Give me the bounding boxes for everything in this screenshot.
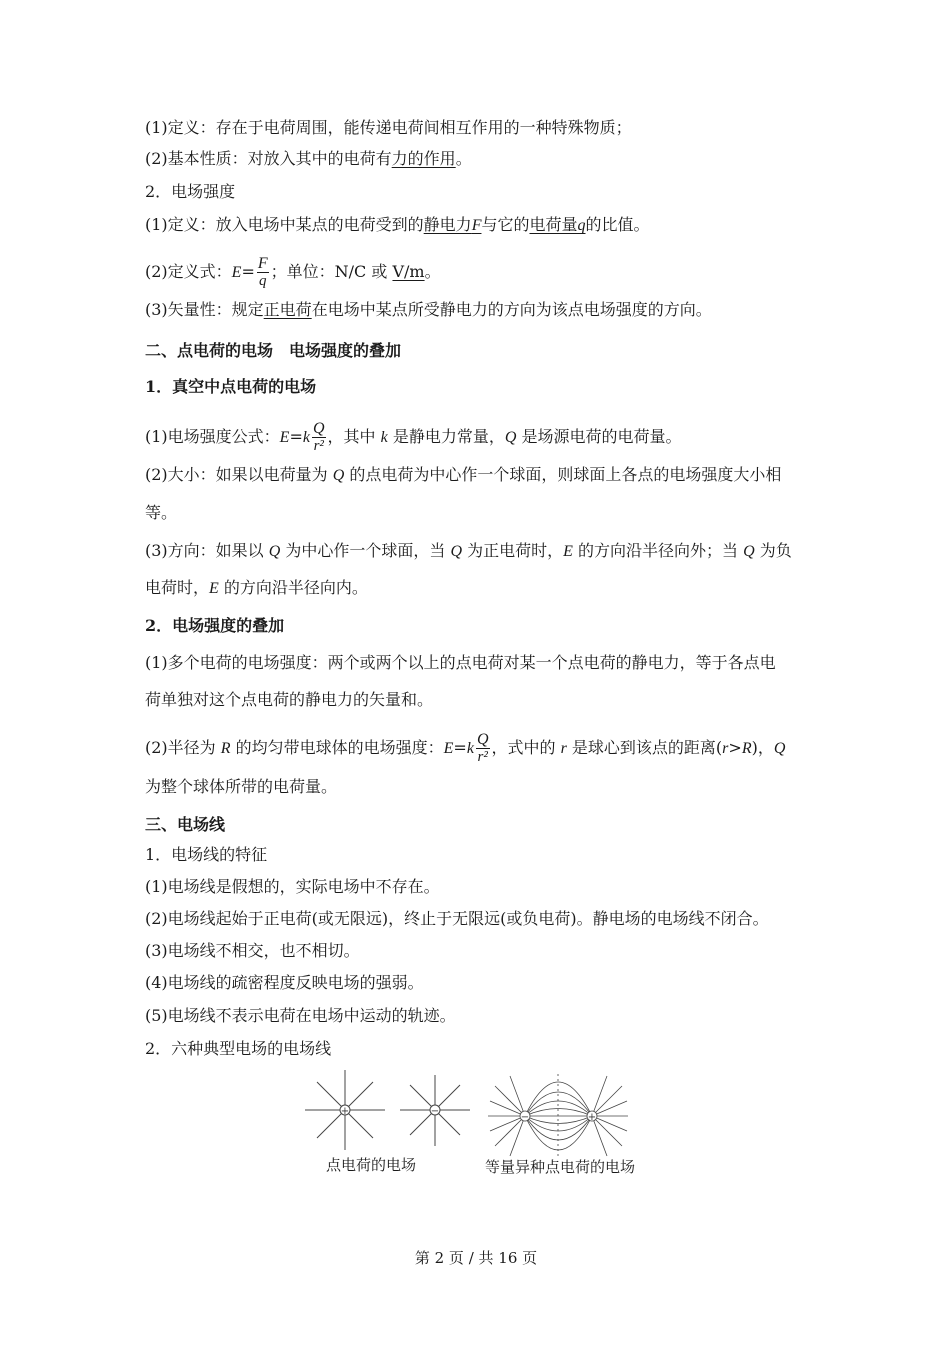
math-variable: k xyxy=(466,740,474,757)
text-segment: 在电场中某点所受静电力的方向为该点电场强度的方向。 xyxy=(311,300,712,319)
text-segment: 的比值。 xyxy=(585,215,650,234)
math-variable: E xyxy=(443,740,454,757)
text-segment: (3)电场线不相交，也不相切。 xyxy=(145,941,360,960)
text-segment: (2)定义式： xyxy=(145,262,232,281)
text-segment: (2)基本性质：对放入其中的电荷有 xyxy=(145,149,392,168)
text-line xyxy=(145,256,441,289)
text-line xyxy=(145,541,792,562)
text-line xyxy=(145,909,769,929)
text-line xyxy=(145,215,650,236)
section-heading xyxy=(145,377,316,397)
text-segment: 荷单独对这个点电荷的静电力的矢量和。 xyxy=(145,690,434,709)
svg-text:+: + xyxy=(340,1106,350,1117)
text-segment: = xyxy=(453,738,467,757)
text-line xyxy=(145,690,433,710)
text-segment: (1)定义：存在于电荷周围，能传递电荷间相互作用的一种特殊物质； xyxy=(145,118,632,137)
math-variable: Q xyxy=(743,543,755,560)
page-footer: 第 2 页 / 共 16 页 xyxy=(414,1249,538,1267)
text-segment: 为中心作一个球面，当 xyxy=(280,541,451,560)
text-segment: (5)电场线不表示电荷在电场中运动的轨迹。 xyxy=(145,1006,456,1025)
text-line xyxy=(145,118,632,138)
text-segment: 。 xyxy=(455,149,472,168)
text-segment: > xyxy=(728,738,742,757)
text-line xyxy=(145,941,360,961)
text-segment: (4)电场线的疏密程度反映电场的强弱。 xyxy=(145,973,424,992)
text-segment: (3)方向：如果以 xyxy=(145,541,269,560)
math-variable: k xyxy=(380,429,388,446)
text-segment: 的方向沿半径向外；当 xyxy=(572,541,744,560)
svg-text:−: − xyxy=(520,1112,530,1123)
text-segment: 的均匀带电球体的电场强度： xyxy=(230,738,444,757)
math-variable: Q xyxy=(332,467,345,484)
underlined-answer: 电荷量 xyxy=(529,215,578,234)
text-segment: 1．真空中点电荷的电场 xyxy=(145,377,317,396)
text-line xyxy=(145,877,440,897)
math-variable: R xyxy=(741,740,752,757)
text-segment: = xyxy=(289,427,303,446)
svg-text:+: + xyxy=(587,1112,597,1123)
svg-text:−: − xyxy=(430,1106,440,1117)
negative-charge-field xyxy=(400,1075,470,1146)
text-segment: 是场源电荷的电荷量。 xyxy=(516,427,682,446)
text-line xyxy=(145,732,785,765)
math-variable: E xyxy=(279,429,290,446)
dipole-field xyxy=(488,1074,628,1158)
underlined-answer: F xyxy=(471,217,482,234)
text-line xyxy=(145,578,368,599)
text-line xyxy=(145,845,267,865)
fraction xyxy=(476,732,490,765)
text-line xyxy=(145,1006,456,1026)
math-variable: Q xyxy=(773,740,786,757)
math-variable: E xyxy=(563,543,573,560)
text-segment: ，式中的 xyxy=(491,738,561,757)
text-segment: 2．电场强度的叠加 xyxy=(145,616,285,635)
text-line xyxy=(145,421,681,454)
text-segment: ；单位：N/C 或 xyxy=(270,262,393,281)
fraction-denominator: r² xyxy=(477,749,488,765)
math-variable: Q xyxy=(504,429,517,446)
math-variable: Q xyxy=(450,543,463,560)
text-segment: 2．电场强度 xyxy=(145,182,236,201)
section-heading xyxy=(145,815,225,835)
underlined-answer: q xyxy=(577,217,586,234)
text-segment: = xyxy=(241,262,255,281)
text-line xyxy=(145,653,776,673)
text-segment: ，其中 xyxy=(327,427,381,446)
text-line xyxy=(145,149,472,169)
math-variable: r xyxy=(560,740,567,757)
text-segment: (1)电场线是假想的，实际电场中不存在。 xyxy=(145,877,440,896)
text-line xyxy=(145,300,712,320)
section-heading xyxy=(145,616,284,636)
text-segment: 为正电荷时， xyxy=(462,541,564,560)
fraction-denominator: r² xyxy=(313,438,324,454)
text-line xyxy=(145,503,177,523)
text-segment: 为整个球体所带的电荷量。 xyxy=(145,777,338,796)
text-segment: 。 xyxy=(424,262,441,281)
text-segment: 的点电荷为中心作一个球面，则球面上各点的电场强度大小相 xyxy=(344,465,782,484)
text-segment: 的方向沿半径向内。 xyxy=(218,578,368,597)
fraction xyxy=(312,421,326,454)
text-segment: )， xyxy=(751,738,774,757)
underlined-answer: 正电荷 xyxy=(263,300,312,319)
fraction-numerator: Q xyxy=(312,420,325,437)
electric-field-lines-figure xyxy=(300,1068,640,1158)
text-segment: 与它的 xyxy=(481,215,530,234)
text-segment: (2)半径为 xyxy=(145,738,221,757)
text-segment: 电荷时， xyxy=(145,578,210,597)
fraction-numerator: Q xyxy=(476,731,489,748)
text-segment: (1)电场强度公式： xyxy=(145,427,280,446)
text-segment: (1)定义：放入电场中某点的电荷受到的 xyxy=(145,215,424,234)
text-line xyxy=(145,465,781,486)
text-segment: (2)大小：如果以电荷量为 xyxy=(145,465,333,484)
text-line xyxy=(145,973,424,993)
underlined-answer: 力的作用 xyxy=(391,149,456,168)
section-heading xyxy=(145,341,401,361)
text-segment: (2)电场线起始于正电荷(或无限远)，终止于无限远(或负电荷)。静电场的电场线不闭合。 xyxy=(145,909,769,928)
caption-point-charge-field: 点电荷的电场 xyxy=(326,1156,417,1174)
math-variable: R xyxy=(220,740,231,757)
text-segment: 为负 xyxy=(754,541,792,560)
math-variable: Q xyxy=(268,543,281,560)
math-variable: k xyxy=(302,429,310,446)
text-segment: 2．六种典型电场的电场线 xyxy=(145,1039,332,1058)
text-line xyxy=(145,777,337,797)
text-line xyxy=(145,1039,331,1059)
text-segment: (1)多个电荷的电场强度：两个或两个以上的点电荷对某一个点电荷的静电力，等于各点电 xyxy=(145,653,776,672)
text-segment: 二、点电荷的电场 电场强度的叠加 xyxy=(145,341,402,360)
positive-charge-field xyxy=(305,1070,385,1150)
text-line xyxy=(145,182,235,202)
fraction-denominator: q xyxy=(259,273,267,289)
caption-dipole-field: 等量异种点电荷的电场 xyxy=(485,1158,636,1176)
text-segment: (3)矢量性：规定 xyxy=(145,300,264,319)
text-segment: 是静电力常量， xyxy=(387,427,505,446)
text-segment: 三、电场线 xyxy=(145,815,226,834)
text-segment: 1．电场线的特征 xyxy=(145,845,268,864)
fraction xyxy=(257,256,269,289)
underlined-answer: 静电力 xyxy=(423,215,472,234)
text-segment: 等。 xyxy=(145,503,178,522)
text-segment: 是球心到该点的距离( xyxy=(566,738,723,757)
math-variable: E xyxy=(209,580,219,597)
math-variable: r xyxy=(722,740,729,757)
underlined-answer: V/m xyxy=(392,262,425,281)
fraction-numerator: F xyxy=(257,255,268,272)
math-variable: E xyxy=(231,264,242,281)
